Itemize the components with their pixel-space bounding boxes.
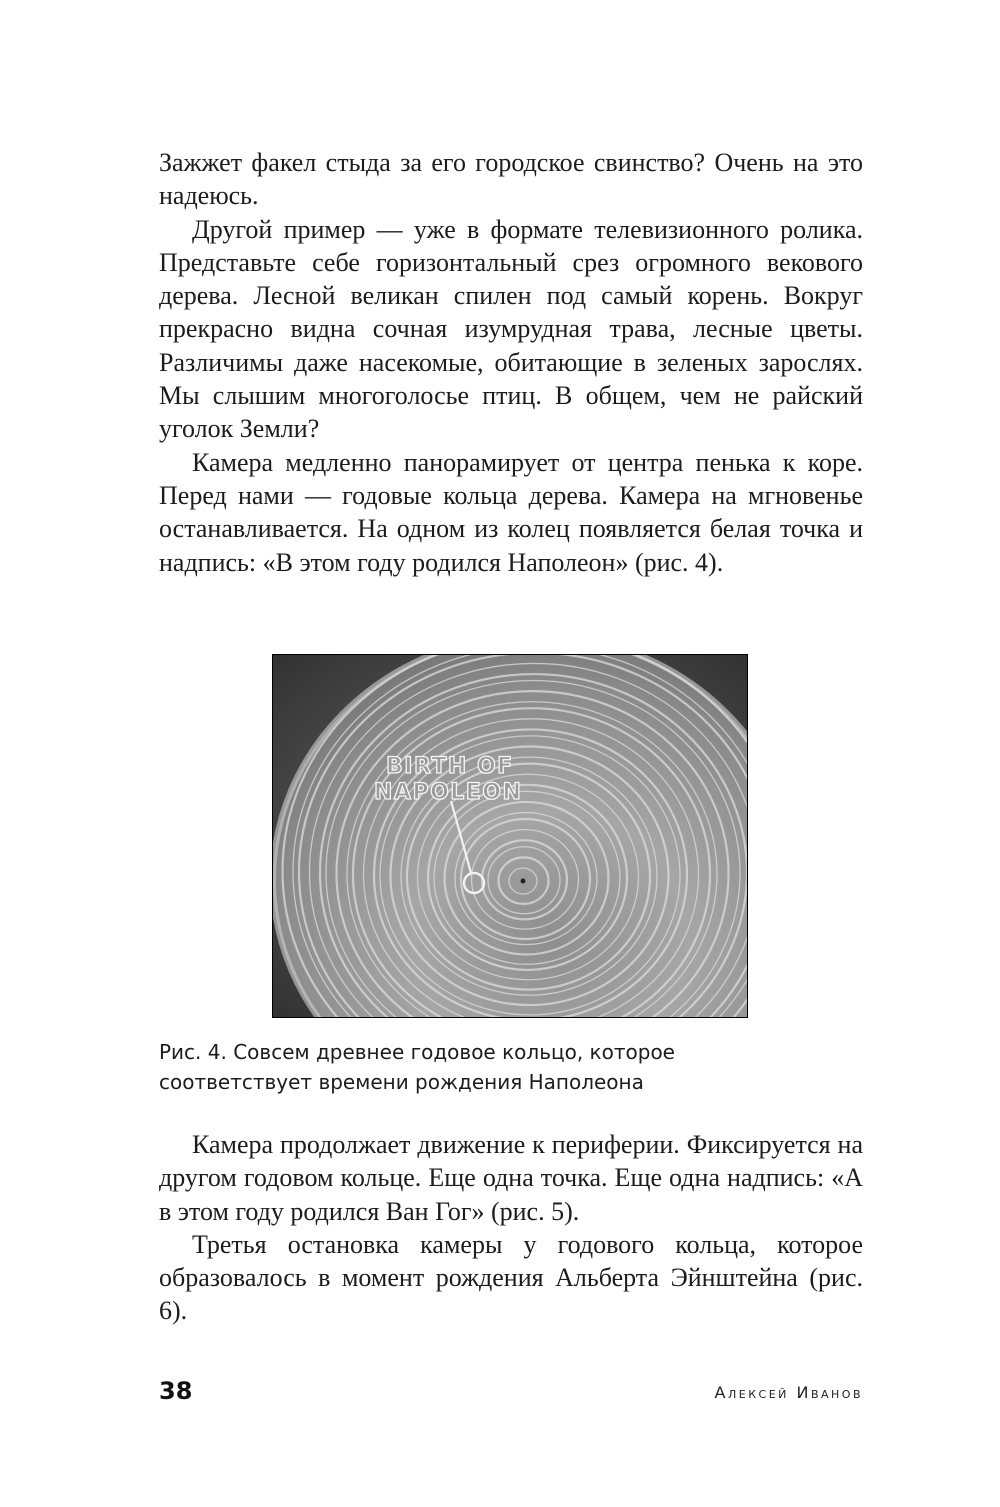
paragraph: Камера продолжает движение к периферии. Фиксируется на другом годовом кольце. Еще одна точка. Еще одна надпись: «А в этом году родился Ван Гог» (рис. 5). <box>159 1130 863 1226</box>
paragraph: Зажжет факел стыда за его городское свинство? Очень на это надеюсь. <box>159 148 863 211</box>
running-footer-author: Алексей Иванов <box>714 1383 863 1402</box>
page-number: 38 <box>159 1377 193 1405</box>
tree-rings-photo <box>273 655 748 1018</box>
body-text-bottom <box>159 1128 863 1328</box>
figure-caption <box>159 1037 859 1097</box>
paragraph: Камера медленно панорамирует от центра пенька к коре. Перед нами — годовые кольца дерева. Камера на мгновенье останавливается. На одном из колец появляется белая точка и надпись: «В этом году родился Наполеон» (рис. 4). <box>159 447 863 577</box>
caption-line: соответствует времени рождения Наполеона <box>159 1070 644 1094</box>
caption-line: Рис. 4. Совсем древнее годовое кольцо, которое <box>159 1040 675 1064</box>
body-text-top <box>159 146 863 579</box>
figure-label-line1: Birth of <box>386 754 514 779</box>
paragraph: Другой пример — уже в формате телевизионного ролика. Представьте себе горизонтальный срез огромного векового дерева. Лесной великан спилен под самый корень. Вокруг прекрасно видна сочная изумрудная трава, лесные цветы. Различимы даже насекомые, обитающие в зеленых зарослях. Мы слышим многоголосье птиц. В общем, чем не райский уголок Земли? <box>159 214 863 444</box>
tree-rings-figure <box>272 654 748 1018</box>
paragraph: Третья остановка камеры у годового кольца, которое образовалось в момент рождения Альберта Эйнштейна (рис. 6). <box>159 1229 863 1326</box>
figure-label-line2: Napoleon <box>374 780 523 805</box>
